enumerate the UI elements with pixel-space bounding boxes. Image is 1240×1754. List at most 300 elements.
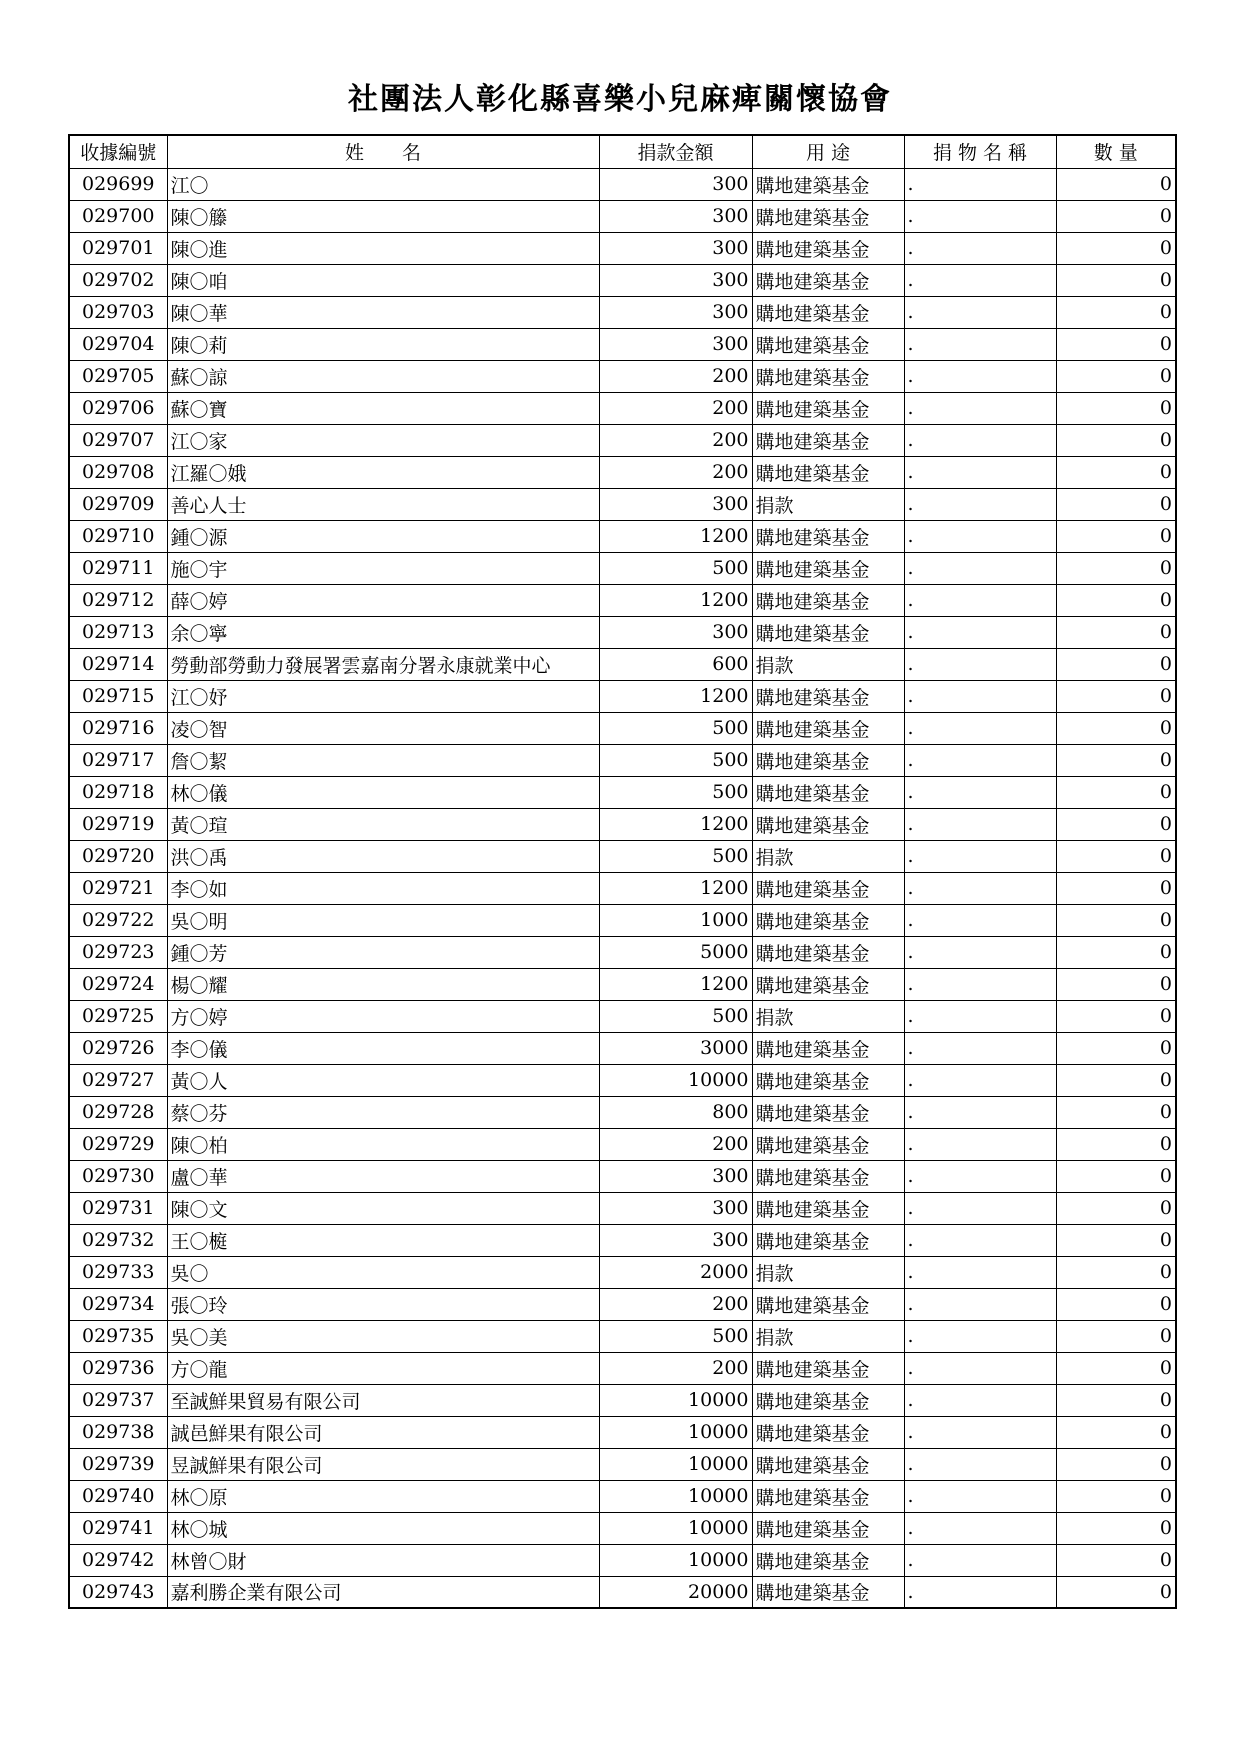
col-header-purpose: 用 途 xyxy=(752,135,904,168)
amount-cell: 500 xyxy=(599,552,752,584)
purpose-cell: 購地建築基金 xyxy=(752,1512,904,1544)
donor-name-cell: 蘇〇寶 xyxy=(167,392,599,424)
receipt-no-cell: 029709 xyxy=(69,488,167,520)
purpose-cell: 購地建築基金 xyxy=(752,680,904,712)
receipt-no-cell: 029734 xyxy=(69,1288,167,1320)
item-name-cell: . xyxy=(904,328,1056,360)
donor-name-cell: 江羅〇娥 xyxy=(167,456,599,488)
receipt-no-cell: 029701 xyxy=(69,232,167,264)
quantity-cell: 0 xyxy=(1056,616,1176,648)
receipt-no-cell: 029720 xyxy=(69,840,167,872)
quantity-cell: 0 xyxy=(1056,168,1176,200)
table-row xyxy=(69,1448,1176,1480)
table-row xyxy=(69,168,1176,200)
amount-cell: 800 xyxy=(599,1096,752,1128)
amount-cell: 300 xyxy=(599,200,752,232)
purpose-cell: 購地建築基金 xyxy=(752,1384,904,1416)
quantity-cell: 0 xyxy=(1056,1192,1176,1224)
receipt-no-cell: 029739 xyxy=(69,1448,167,1480)
item-name-cell: . xyxy=(904,744,1056,776)
donor-name-cell: 余〇寧 xyxy=(167,616,599,648)
item-name-cell: . xyxy=(904,872,1056,904)
purpose-cell: 購地建築基金 xyxy=(752,424,904,456)
receipt-no-cell: 029704 xyxy=(69,328,167,360)
item-name-cell: . xyxy=(904,552,1056,584)
receipt-no-cell: 029707 xyxy=(69,424,167,456)
item-name-cell: . xyxy=(904,232,1056,264)
receipt-no-cell: 029740 xyxy=(69,1480,167,1512)
amount-cell: 300 xyxy=(599,232,752,264)
quantity-cell: 0 xyxy=(1056,1544,1176,1576)
item-name-cell: . xyxy=(904,616,1056,648)
receipt-no-cell: 029743 xyxy=(69,1576,167,1608)
table-row xyxy=(69,808,1176,840)
item-name-cell: . xyxy=(904,776,1056,808)
quantity-cell: 0 xyxy=(1056,872,1176,904)
amount-cell: 300 xyxy=(599,488,752,520)
table-row xyxy=(69,1576,1176,1608)
receipt-no-cell: 029730 xyxy=(69,1160,167,1192)
quantity-cell: 0 xyxy=(1056,1096,1176,1128)
item-name-cell: . xyxy=(904,1064,1056,1096)
receipt-no-cell: 029717 xyxy=(69,744,167,776)
quantity-cell: 0 xyxy=(1056,328,1176,360)
item-name-cell: . xyxy=(904,1032,1056,1064)
purpose-cell: 購地建築基金 xyxy=(752,968,904,1000)
quantity-cell: 0 xyxy=(1056,968,1176,1000)
quantity-cell: 0 xyxy=(1056,1160,1176,1192)
purpose-cell: 購地建築基金 xyxy=(752,392,904,424)
purpose-cell: 購地建築基金 xyxy=(752,936,904,968)
receipt-no-cell: 029724 xyxy=(69,968,167,1000)
quantity-cell: 0 xyxy=(1056,360,1176,392)
quantity-cell: 0 xyxy=(1056,1224,1176,1256)
purpose-cell: 購地建築基金 xyxy=(752,1544,904,1576)
receipt-no-cell: 029729 xyxy=(69,1128,167,1160)
purpose-cell: 購地建築基金 xyxy=(752,712,904,744)
quantity-cell: 0 xyxy=(1056,1320,1176,1352)
receipt-no-cell: 029714 xyxy=(69,648,167,680)
receipt-no-cell: 029706 xyxy=(69,392,167,424)
receipt-no-cell: 029718 xyxy=(69,776,167,808)
amount-cell: 300 xyxy=(599,616,752,648)
item-name-cell: . xyxy=(904,584,1056,616)
quantity-cell: 0 xyxy=(1056,264,1176,296)
amount-cell: 10000 xyxy=(599,1448,752,1480)
receipt-no-cell: 029705 xyxy=(69,360,167,392)
amount-cell: 500 xyxy=(599,840,752,872)
amount-cell: 1200 xyxy=(599,968,752,1000)
item-name-cell: . xyxy=(904,1448,1056,1480)
table-row xyxy=(69,1192,1176,1224)
item-name-cell: . xyxy=(904,712,1056,744)
quantity-cell: 0 xyxy=(1056,296,1176,328)
receipt-no-cell: 029702 xyxy=(69,264,167,296)
receipt-no-cell: 029728 xyxy=(69,1096,167,1128)
purpose-cell: 購地建築基金 xyxy=(752,200,904,232)
donor-name-cell: 陳〇文 xyxy=(167,1192,599,1224)
purpose-cell: 捐款 xyxy=(752,1000,904,1032)
receipt-no-cell: 029700 xyxy=(69,200,167,232)
receipt-no-cell: 029711 xyxy=(69,552,167,584)
purpose-cell: 捐款 xyxy=(752,648,904,680)
item-name-cell: . xyxy=(904,200,1056,232)
receipt-no-cell: 029721 xyxy=(69,872,167,904)
header-row xyxy=(69,135,1176,168)
donor-name-cell: 方〇龍 xyxy=(167,1352,599,1384)
item-name-cell: . xyxy=(904,840,1056,872)
table-row xyxy=(69,1000,1176,1032)
table-row xyxy=(69,840,1176,872)
table-row xyxy=(69,392,1176,424)
item-name-cell: . xyxy=(904,520,1056,552)
item-name-cell: . xyxy=(904,360,1056,392)
quantity-cell: 0 xyxy=(1056,744,1176,776)
item-name-cell: . xyxy=(904,1512,1056,1544)
receipt-no-cell: 029742 xyxy=(69,1544,167,1576)
donor-name-cell: 勞動部勞動力發展署雲嘉南分署永康就業中心 xyxy=(167,648,599,680)
quantity-cell: 0 xyxy=(1056,392,1176,424)
purpose-cell: 購地建築基金 xyxy=(752,360,904,392)
receipt-no-cell: 029708 xyxy=(69,456,167,488)
table-row xyxy=(69,1320,1176,1352)
amount-cell: 10000 xyxy=(599,1512,752,1544)
table-header xyxy=(69,135,1176,168)
quantity-cell: 0 xyxy=(1056,712,1176,744)
donor-name-cell: 江〇妤 xyxy=(167,680,599,712)
item-name-cell: . xyxy=(904,264,1056,296)
purpose-cell: 購地建築基金 xyxy=(752,168,904,200)
donor-name-cell: 陳〇莉 xyxy=(167,328,599,360)
table-row xyxy=(69,456,1176,488)
col-header-name: 姓 名 xyxy=(167,135,599,168)
donor-name-cell: 陳〇柏 xyxy=(167,1128,599,1160)
amount-cell: 200 xyxy=(599,1128,752,1160)
table-row xyxy=(69,1416,1176,1448)
table-row xyxy=(69,200,1176,232)
receipt-no-cell: 029699 xyxy=(69,168,167,200)
table-row xyxy=(69,1064,1176,1096)
purpose-cell: 購地建築基金 xyxy=(752,520,904,552)
donor-name-cell: 陳〇咱 xyxy=(167,264,599,296)
donor-name-cell: 吳〇明 xyxy=(167,904,599,936)
item-name-cell: . xyxy=(904,904,1056,936)
donor-name-cell: 陳〇籐 xyxy=(167,200,599,232)
item-name-cell: . xyxy=(904,1128,1056,1160)
quantity-cell: 0 xyxy=(1056,1064,1176,1096)
item-name-cell: . xyxy=(904,1576,1056,1608)
amount-cell: 1200 xyxy=(599,520,752,552)
donor-name-cell: 黃〇人 xyxy=(167,1064,599,1096)
donor-name-cell: 至誠鮮果貿易有限公司 xyxy=(167,1384,599,1416)
item-name-cell: . xyxy=(904,1416,1056,1448)
item-name-cell: . xyxy=(904,680,1056,712)
amount-cell: 10000 xyxy=(599,1416,752,1448)
amount-cell: 20000 xyxy=(599,1576,752,1608)
table-row xyxy=(69,424,1176,456)
purpose-cell: 捐款 xyxy=(752,1320,904,1352)
table-body xyxy=(69,168,1176,1608)
amount-cell: 10000 xyxy=(599,1064,752,1096)
table-row xyxy=(69,1480,1176,1512)
receipt-no-cell: 029733 xyxy=(69,1256,167,1288)
amount-cell: 1200 xyxy=(599,808,752,840)
donor-name-cell: 李〇儀 xyxy=(167,1032,599,1064)
quantity-cell: 0 xyxy=(1056,904,1176,936)
item-name-cell: . xyxy=(904,936,1056,968)
purpose-cell: 購地建築基金 xyxy=(752,328,904,360)
item-name-cell: . xyxy=(904,424,1056,456)
col-header-quantity: 數 量 xyxy=(1056,135,1176,168)
receipt-no-cell: 029723 xyxy=(69,936,167,968)
purpose-cell: 購地建築基金 xyxy=(752,296,904,328)
table-row xyxy=(69,552,1176,584)
quantity-cell: 0 xyxy=(1056,1416,1176,1448)
receipt-no-cell: 029725 xyxy=(69,1000,167,1032)
quantity-cell: 0 xyxy=(1056,584,1176,616)
table-row xyxy=(69,1352,1176,1384)
amount-cell: 300 xyxy=(599,1192,752,1224)
donor-name-cell: 林〇城 xyxy=(167,1512,599,1544)
table-row xyxy=(69,1384,1176,1416)
donor-name-cell: 昱誠鮮果有限公司 xyxy=(167,1448,599,1480)
receipt-no-cell: 029735 xyxy=(69,1320,167,1352)
receipt-no-cell: 029737 xyxy=(69,1384,167,1416)
item-name-cell: . xyxy=(904,1352,1056,1384)
amount-cell: 200 xyxy=(599,456,752,488)
amount-cell: 300 xyxy=(599,168,752,200)
purpose-cell: 購地建築基金 xyxy=(752,1352,904,1384)
donor-name-cell: 施〇宇 xyxy=(167,552,599,584)
amount-cell: 10000 xyxy=(599,1480,752,1512)
amount-cell: 200 xyxy=(599,392,752,424)
quantity-cell: 0 xyxy=(1056,1352,1176,1384)
donor-name-cell: 詹〇絜 xyxy=(167,744,599,776)
amount-cell: 10000 xyxy=(599,1384,752,1416)
quantity-cell: 0 xyxy=(1056,840,1176,872)
purpose-cell: 購地建築基金 xyxy=(752,776,904,808)
purpose-cell: 購地建築基金 xyxy=(752,1096,904,1128)
donor-name-cell: 江〇 xyxy=(167,168,599,200)
receipt-no-cell: 029741 xyxy=(69,1512,167,1544)
item-name-cell: . xyxy=(904,296,1056,328)
donor-name-cell: 黃〇瑄 xyxy=(167,808,599,840)
receipt-no-cell: 029731 xyxy=(69,1192,167,1224)
receipt-no-cell: 029715 xyxy=(69,680,167,712)
item-name-cell: . xyxy=(904,648,1056,680)
purpose-cell: 購地建築基金 xyxy=(752,1288,904,1320)
receipt-no-cell: 029722 xyxy=(69,904,167,936)
item-name-cell: . xyxy=(904,1224,1056,1256)
table-row xyxy=(69,936,1176,968)
col-header-item-name: 捐 物 名 稱 xyxy=(904,135,1056,168)
quantity-cell: 0 xyxy=(1056,680,1176,712)
table-row xyxy=(69,776,1176,808)
purpose-cell: 購地建築基金 xyxy=(752,904,904,936)
table-row xyxy=(69,744,1176,776)
purpose-cell: 購地建築基金 xyxy=(752,808,904,840)
table-row xyxy=(69,296,1176,328)
purpose-cell: 購地建築基金 xyxy=(752,744,904,776)
donor-name-cell: 張〇玲 xyxy=(167,1288,599,1320)
receipt-no-cell: 029726 xyxy=(69,1032,167,1064)
table-row xyxy=(69,1512,1176,1544)
table-row xyxy=(69,1256,1176,1288)
donor-name-cell: 吳〇 xyxy=(167,1256,599,1288)
receipt-no-cell: 029727 xyxy=(69,1064,167,1096)
receipt-no-cell: 029732 xyxy=(69,1224,167,1256)
quantity-cell: 0 xyxy=(1056,232,1176,264)
purpose-cell: 購地建築基金 xyxy=(752,1128,904,1160)
donor-name-cell: 鍾〇源 xyxy=(167,520,599,552)
receipt-no-cell: 029736 xyxy=(69,1352,167,1384)
donor-name-cell: 吳〇美 xyxy=(167,1320,599,1352)
quantity-cell: 0 xyxy=(1056,808,1176,840)
quantity-cell: 0 xyxy=(1056,1000,1176,1032)
receipt-no-cell: 029710 xyxy=(69,520,167,552)
purpose-cell: 購地建築基金 xyxy=(752,616,904,648)
quantity-cell: 0 xyxy=(1056,520,1176,552)
purpose-cell: 購地建築基金 xyxy=(752,1480,904,1512)
quantity-cell: 0 xyxy=(1056,1480,1176,1512)
quantity-cell: 0 xyxy=(1056,1576,1176,1608)
amount-cell: 200 xyxy=(599,1352,752,1384)
purpose-cell: 購地建築基金 xyxy=(752,1224,904,1256)
receipt-no-cell: 029719 xyxy=(69,808,167,840)
donor-name-cell: 楊〇耀 xyxy=(167,968,599,1000)
table-row xyxy=(69,1032,1176,1064)
quantity-cell: 0 xyxy=(1056,1512,1176,1544)
quantity-cell: 0 xyxy=(1056,424,1176,456)
amount-cell: 1200 xyxy=(599,680,752,712)
purpose-cell: 購地建築基金 xyxy=(752,1576,904,1608)
col-header-amount: 捐款金額 xyxy=(599,135,752,168)
donor-name-cell: 林〇原 xyxy=(167,1480,599,1512)
purpose-cell: 購地建築基金 xyxy=(752,232,904,264)
donor-name-cell: 方〇婷 xyxy=(167,1000,599,1032)
table-row xyxy=(69,1288,1176,1320)
quantity-cell: 0 xyxy=(1056,776,1176,808)
item-name-cell: . xyxy=(904,1256,1056,1288)
donor-name-cell: 誠邑鮮果有限公司 xyxy=(167,1416,599,1448)
amount-cell: 200 xyxy=(599,1288,752,1320)
amount-cell: 300 xyxy=(599,296,752,328)
quantity-cell: 0 xyxy=(1056,1384,1176,1416)
page-title: 社團法人彰化縣喜樂小兒麻痺關懷協會 xyxy=(348,82,892,117)
purpose-cell: 購地建築基金 xyxy=(752,1160,904,1192)
quantity-cell: 0 xyxy=(1056,552,1176,584)
donor-name-cell: 林曾〇財 xyxy=(167,1544,599,1576)
donor-name-cell: 陳〇華 xyxy=(167,296,599,328)
purpose-cell: 購地建築基金 xyxy=(752,264,904,296)
table-row xyxy=(69,1544,1176,1576)
amount-cell: 300 xyxy=(599,264,752,296)
table-row xyxy=(69,232,1176,264)
purpose-cell: 購地建築基金 xyxy=(752,1064,904,1096)
amount-cell: 1200 xyxy=(599,584,752,616)
purpose-cell: 購地建築基金 xyxy=(752,552,904,584)
item-name-cell: . xyxy=(904,1000,1056,1032)
quantity-cell: 0 xyxy=(1056,488,1176,520)
table-row xyxy=(69,904,1176,936)
donor-name-cell: 陳〇進 xyxy=(167,232,599,264)
quantity-cell: 0 xyxy=(1056,200,1176,232)
table-row xyxy=(69,712,1176,744)
item-name-cell: . xyxy=(904,1384,1056,1416)
receipt-no-cell: 029716 xyxy=(69,712,167,744)
donor-name-cell: 盧〇華 xyxy=(167,1160,599,1192)
purpose-cell: 購地建築基金 xyxy=(752,584,904,616)
table-row xyxy=(69,360,1176,392)
donor-name-cell: 蔡〇芬 xyxy=(167,1096,599,1128)
item-name-cell: . xyxy=(904,392,1056,424)
donor-name-cell: 李〇如 xyxy=(167,872,599,904)
receipt-no-cell: 029713 xyxy=(69,616,167,648)
quantity-cell: 0 xyxy=(1056,1032,1176,1064)
receipt-no-cell: 029703 xyxy=(69,296,167,328)
purpose-cell: 捐款 xyxy=(752,1256,904,1288)
item-name-cell: . xyxy=(904,1288,1056,1320)
quantity-cell: 0 xyxy=(1056,1128,1176,1160)
quantity-cell: 0 xyxy=(1056,936,1176,968)
amount-cell: 5000 xyxy=(599,936,752,968)
purpose-cell: 購地建築基金 xyxy=(752,1448,904,1480)
quantity-cell: 0 xyxy=(1056,1288,1176,1320)
quantity-cell: 0 xyxy=(1056,648,1176,680)
donor-name-cell: 林〇儀 xyxy=(167,776,599,808)
table-row xyxy=(69,520,1176,552)
table-row xyxy=(69,584,1176,616)
purpose-cell: 捐款 xyxy=(752,488,904,520)
table-row xyxy=(69,968,1176,1000)
table-row xyxy=(69,648,1176,680)
table-row xyxy=(69,872,1176,904)
item-name-cell: . xyxy=(904,168,1056,200)
table-row xyxy=(69,488,1176,520)
amount-cell: 300 xyxy=(599,1224,752,1256)
quantity-cell: 0 xyxy=(1056,456,1176,488)
donor-name-cell: 嘉利勝企業有限公司 xyxy=(167,1576,599,1608)
amount-cell: 200 xyxy=(599,424,752,456)
item-name-cell: . xyxy=(904,1320,1056,1352)
item-name-cell: . xyxy=(904,456,1056,488)
amount-cell: 200 xyxy=(599,360,752,392)
donor-name-cell: 蘇〇諒 xyxy=(167,360,599,392)
item-name-cell: . xyxy=(904,808,1056,840)
table-row xyxy=(69,1224,1176,1256)
table-row xyxy=(69,680,1176,712)
item-name-cell: . xyxy=(904,1544,1056,1576)
amount-cell: 500 xyxy=(599,1000,752,1032)
quantity-cell: 0 xyxy=(1056,1256,1176,1288)
table-row xyxy=(69,328,1176,360)
item-name-cell: . xyxy=(904,1480,1056,1512)
donor-name-cell: 薛〇婷 xyxy=(167,584,599,616)
amount-cell: 1200 xyxy=(599,872,752,904)
amount-cell: 1000 xyxy=(599,904,752,936)
table-row xyxy=(69,1096,1176,1128)
amount-cell: 500 xyxy=(599,744,752,776)
amount-cell: 2000 xyxy=(599,1256,752,1288)
amount-cell: 300 xyxy=(599,1160,752,1192)
donor-name-cell: 凌〇智 xyxy=(167,712,599,744)
donor-name-cell: 王〇榳 xyxy=(167,1224,599,1256)
table-row xyxy=(69,1160,1176,1192)
donor-name-cell: 鍾〇芳 xyxy=(167,936,599,968)
amount-cell: 10000 xyxy=(599,1544,752,1576)
donor-name-cell: 洪〇禹 xyxy=(167,840,599,872)
amount-cell: 500 xyxy=(599,776,752,808)
